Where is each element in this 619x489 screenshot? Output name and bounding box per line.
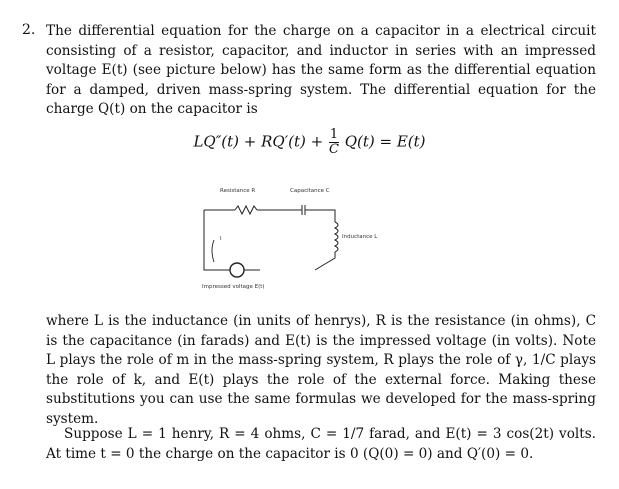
problem-number: 2.: [22, 22, 36, 38]
given-paragraph: Suppose L = 1 henry, R = 4 ohms, C = 1/7 farad, and E(t) = 3 cos(2t) volts. At time t = 0 the charge on the capacitor is 0 (Q(0) = 0) and Q′(0) = 0.: [46, 426, 596, 462]
equation-right: Q(t) = E(t): [344, 132, 426, 151]
resistor-symbol: [235, 206, 257, 214]
rlc-circuit-diagram: [190, 180, 378, 295]
voltage-label: Impressed voltage E(t): [202, 284, 265, 290]
capacitance-label: Capacitance C: [290, 188, 330, 194]
current-label: I: [220, 236, 222, 242]
fraction-denominator: C: [328, 142, 339, 157]
differential-equation: [0, 128, 619, 157]
current-arrow: [212, 240, 214, 262]
equation-left: LQ″(t) + RQ′(t) +: [193, 132, 324, 151]
inductance-label: Inductance L: [342, 234, 378, 240]
intro-paragraph: The differential equation for the charge on a capacitor in a electrical circuit consisting of a resistor, capacitor, and inductor in series with an impressed voltage E(t) (see picture below) has the same form as the differential equation for a damped, driven mass-spring system. The differential equation for the charge Q(t) on the capacitor is: [46, 23, 596, 118]
resistance-label: Resistance R: [220, 188, 256, 194]
explanation-paragraph: where L is the inductance (in units of henrys), R is the resistance (in ohms), C is the capacitance (in farads) and E(t) is the impressed voltage (in volts). Note L plays the role of m in the mass-spring system, R plays the role of γ, 1/C plays the role of k, and E(t) plays the role of the external force. Making these substitutions you can use the same formulas we developed for the mass-spring system.: [46, 313, 596, 427]
voltage-source: [230, 263, 244, 277]
inductor-coil: [335, 222, 338, 252]
equation-fraction: [329, 128, 339, 157]
fraction-numerator: 1: [329, 127, 339, 142]
